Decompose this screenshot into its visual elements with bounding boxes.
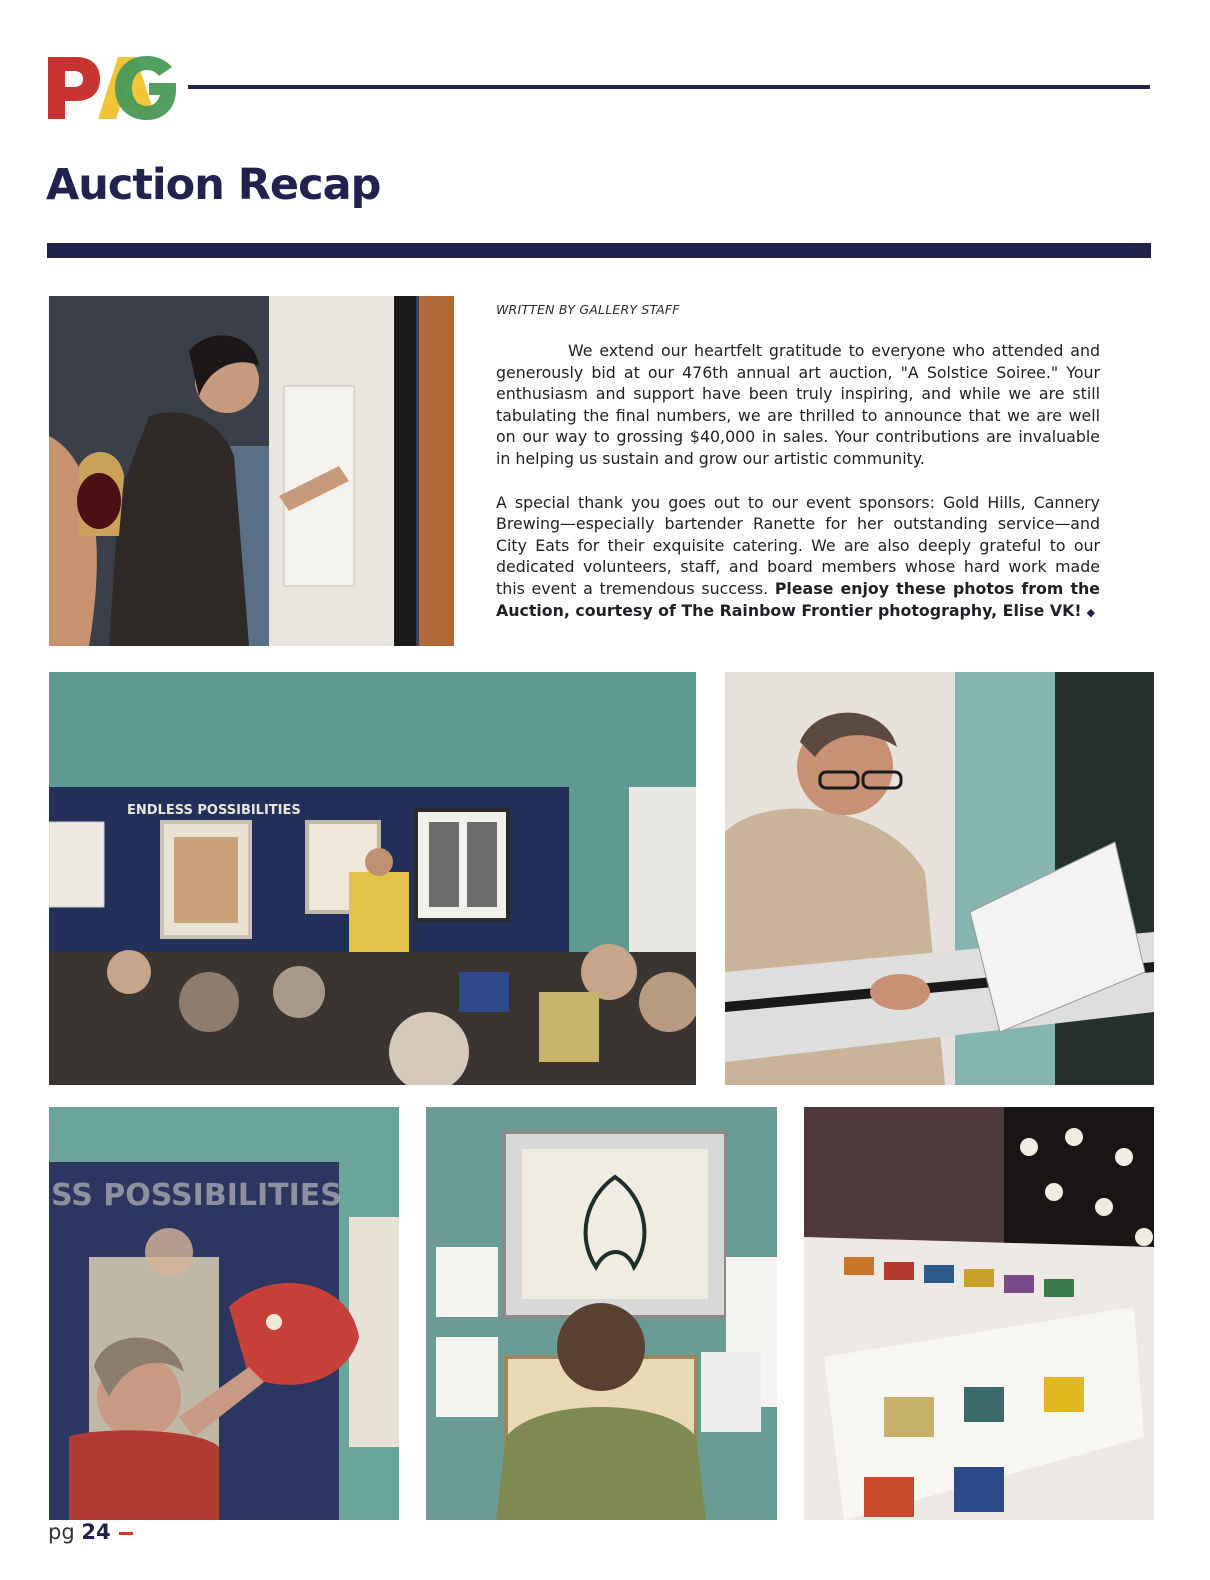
page-footer	[48, 1520, 133, 1544]
photo-red-sculpture	[49, 1107, 399, 1520]
article-paragraph-2	[496, 492, 1100, 624]
article-paragraph-2-text: A special thank you goes out to our event sponsors: Gold Hills, Cannery Brewing—especially bartender Ranette for her outstanding service—and City Eats for their exquisite catering. We are also deeply grateful to our dedicated volunteers, staff, and board members whose hard work made this event a tremendous success.	[496, 492, 1100, 598]
photo-auction-crowd	[49, 672, 696, 1085]
article-paragraph-1: We extend our heartfelt gratitude to everyone who attended and generously bid at our 476th annual art auction, "A Solstice Soiree." Your enthusiasm and support have been truly inspiring, and while we are still tabulating the final numbers, we are thrilled to announce that we are well on our way to grossing $40,000 in sales. Your contributions are invaluable in helping us sustain and grow our artistic community.	[496, 341, 1100, 468]
photo-viewing-artwork	[426, 1107, 777, 1520]
page-prefix: pg	[48, 1520, 75, 1544]
page-title: Auction Recap	[46, 160, 381, 210]
pag-logo	[48, 55, 178, 121]
title-rule	[47, 243, 1151, 258]
article-body	[496, 340, 1100, 623]
banner-text: ENDLESS POSSIBILITIES	[127, 803, 301, 818]
byline: WRITTEN BY GALLERY STAFF	[496, 302, 680, 317]
footer-dash	[119, 1532, 133, 1535]
banner-text-blurred: SS POSSIBILITIES	[51, 1178, 342, 1213]
photo-credit-text: Please enjoy these photos from the Auction, courtesy of The Rainbow Frontier photography, Elise VK!	[496, 578, 1100, 620]
page-number: 24	[81, 1520, 111, 1544]
photo-bidder-writing	[49, 296, 454, 646]
photo-auction-catalog	[804, 1107, 1154, 1520]
header-rule	[188, 85, 1150, 89]
photo-keyboard-player	[725, 672, 1154, 1085]
end-mark-icon: ◆	[1086, 605, 1096, 619]
